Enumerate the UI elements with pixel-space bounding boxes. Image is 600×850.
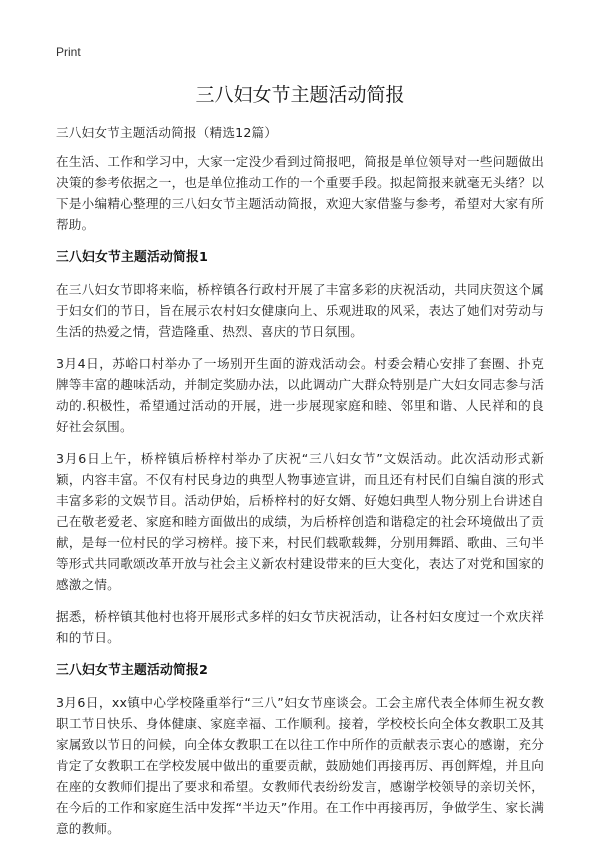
- section-heading-1: 三八妇女节主题活动简报1: [56, 250, 209, 265]
- document-subtitle: 三八妇女节主题活动简报（精选12篇）: [56, 125, 278, 140]
- document-body: [56, 122, 544, 850]
- print-label[interactable]: Print: [56, 45, 81, 59]
- section-1-paragraph: 据悉，桥梓镇其他村也将开展形式多样的妇女节庆祝活动，让各村妇女度过一个欢庆祥和的节日。: [56, 609, 544, 645]
- section-heading-2: 三八妇女节主题活动简报2: [56, 663, 209, 678]
- section-1-paragraph: 在三八妇女节即将来临，桥梓镇各行政村开展了丰富多彩的庆祝活动，共同庆贺这个属于妇女们的节日，旨在展示农村妇女健康向上、乐观进取的风采，表达了她们对劳动与生活的热爱之情，营造隆重、热烈、喜庆的节日氛围。: [56, 282, 544, 339]
- intro-paragraph: 在生活、工作和学习中，大家一定没少看到过简报吧，简报是单位领导对一些问题做出决策的参考依据之一，也是单位推动工作的一个重要手段。拟起简报来就毫无头绪？以下是小编精心整理的三八妇女节主题活动简报，欢迎大家借鉴与参考，希望对大家有所帮助。: [56, 154, 544, 232]
- section-1-paragraph: 3月6日上午，桥梓镇后桥梓村举办了庆祝“三八妇女节”文娱活动。此次活动形式新颖，内容丰富。不仅有村民身边的典型人物事迹宣讲，而且还有村民们自编自演的形式丰富多彩的文娱节目。活动伊始，后桥梓村的好女婿、好媳妇典型人物分别上台讲述自己在敬老爱老、家庭和睦方面做出的成绩，为后桥梓创造和谐稳定的社会环境做出了贡献，是每一位村民的学习榜样。接下来，村民们载歌载舞，分别用舞蹈、歌曲、三句半等形式共同歌颂改革开放与社会主义新农村建设带来的巨大变化，表达了对党和国家的感激之情。: [56, 451, 544, 592]
- section-2-paragraph: 3月6日，xx镇中心学校隆重举行“三八”妇女节座谈会。工会主席代表全体师生祝女教职工节日快乐、身体健康、家庭幸福、工作顺利。接着，学校校长向全体女教职工及其家属致以节日的问候，向全体女教职工在以往工作中所作的贡献表示衷心的感谢，充分肯定了女教职工在学校发展中做出的重要贡献，鼓励她们再接再厉、再创辉煌，并且向在座的女教师们提出了要求和希望。女教师代表纷纷发言，感谢学校领导的亲切关怀，在今后的工作和家庭生活中发挥“半边天”作用。在工作中再接再厉，争做学生、家长满意的教师。: [56, 695, 544, 836]
- section-1-paragraph: 3月4日，苏峪口村举办了一场别开生面的游戏活动会。村委会精心安排了套圈、扑克牌等丰富的趣味活动，并制定奖励办法，以此调动广大群众特别是广大妇女同志参与活动的.积极性，希望通过活动的开展，进一步展现家庭和睦、邻里和谐、人民祥和的良好社会氛围。: [56, 356, 544, 434]
- document-title: 三八妇女节主题活动简报: [195, 84, 405, 106]
